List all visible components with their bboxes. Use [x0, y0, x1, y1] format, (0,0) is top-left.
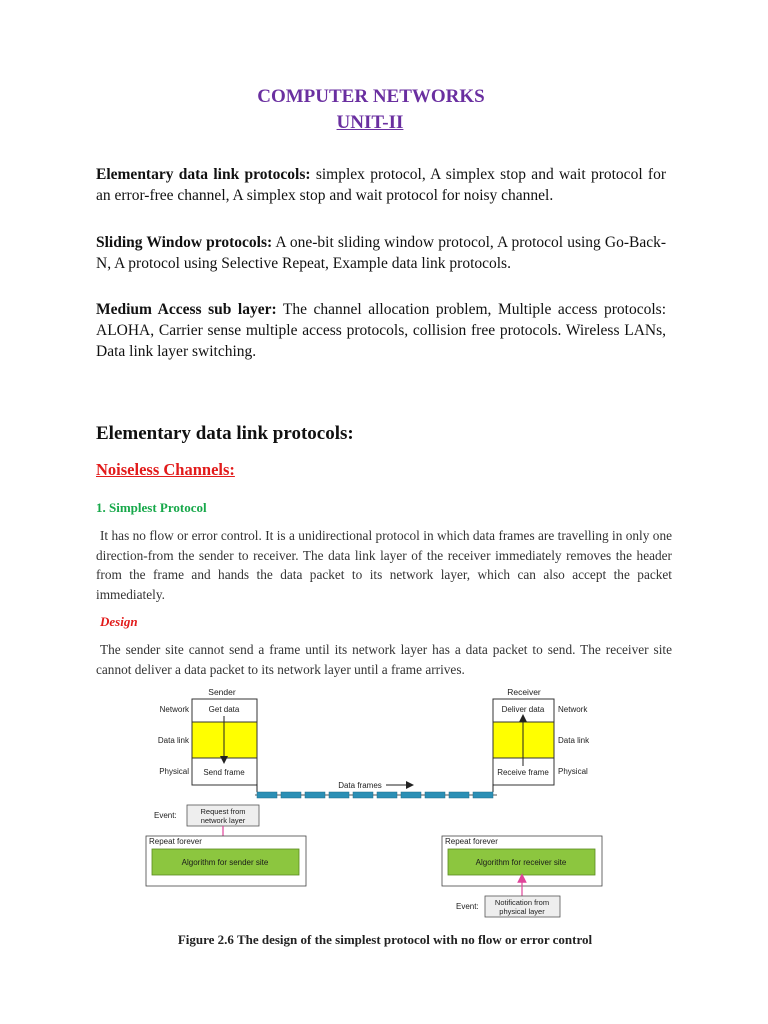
design-label: Design [100, 614, 138, 629]
request-line-1: Request from [200, 807, 246, 816]
notification-line-2: physical layer [499, 907, 545, 916]
data-frame [353, 792, 373, 798]
design-paragraph: The sender site cannot send a frame until its network layer has a data packet to send. The receiver site cannot deliver a data packet to its network layer until a frame arrives. [96, 642, 672, 677]
deliver-data-label: Deliver data [501, 705, 545, 714]
receiver-label: Receiver [507, 687, 541, 697]
send-frame-label: Send frame [203, 768, 245, 777]
receiver-repeat-label: Repeat forever [445, 837, 498, 846]
receiver-event-label: Event: [456, 902, 479, 911]
topic-paragraph: It has no flow or error control. It is a unidirectional protocol in which data frames are travelling in only one direction-from the sender to receiver. The data link layer of the receiver immediately removes the header from the frame and hands the data packet to its network layer, which can also accept the packet immediately. [96, 528, 672, 602]
data-frame [473, 792, 493, 798]
sender-label: Sender [208, 687, 236, 697]
syllabus-desc-2: A one-bit sliding window protocol, A protocol using Go-Back-N, A protocol using Selective Repeat, Example data link protocols. [96, 234, 666, 272]
syllabus-term-3: Medium Access sub layer: [96, 301, 277, 318]
data-frame [425, 792, 445, 798]
data-frame [305, 792, 325, 798]
page-title: COMPUTER NETWORKS [257, 86, 485, 107]
section-heading: Elementary data link protocols: [96, 423, 354, 444]
sender-algorithm-label: Algorithm for sender site [181, 858, 269, 867]
syllabus-term-1: Elementary data link protocols: [96, 166, 311, 183]
syllabus-term-2: Sliding Window protocols: [96, 234, 273, 251]
receiver-physical-label: Physical [558, 767, 588, 776]
section-subheading: Noiseless Channels: [96, 460, 235, 479]
syllabus-desc-1: simplex protocol, A simplex stop and wait protocol for an error-free channel, A simplex stop and wait protocol for noisy channel. [96, 166, 666, 204]
sender-repeat-label: Repeat forever [149, 837, 202, 846]
sender-network-label: Network [159, 705, 189, 714]
sender-physical-label: Physical [159, 767, 189, 776]
receiver-datalink-label: Data link [558, 736, 590, 745]
data-frame [449, 792, 469, 798]
receiver-network-label: Network [558, 705, 588, 714]
syllabus-desc-3: The channel allocation problem, Multiple access protocols: ALOHA, Carrier sense multiple access protocols, collision free protocols. Wireless LANs, Data link layer switching. [96, 301, 666, 360]
data-frame [401, 792, 421, 798]
data-frame [257, 792, 277, 798]
receiver-algorithm-label: Algorithm for receiver site [475, 858, 567, 867]
notification-line-1: Notification from [494, 898, 550, 907]
data-frame [329, 792, 349, 798]
topic-heading: 1. Simplest Protocol [96, 500, 207, 515]
get-data-label: Get data [208, 705, 240, 714]
figure-caption: Figure 2.6 The design of the simplest protocol with no flow or error control [177, 932, 593, 947]
request-line-2: network layer [200, 816, 246, 825]
receive-frame-label: Receive frame [497, 768, 549, 777]
data-frame [281, 792, 301, 798]
sender-datalink-label: Data link [157, 736, 189, 745]
sender-event-label: Event: [154, 811, 177, 820]
data-frames-label: Data frames [338, 781, 382, 790]
unit-title: UNIT-II [336, 112, 404, 133]
data-frame [377, 792, 397, 798]
